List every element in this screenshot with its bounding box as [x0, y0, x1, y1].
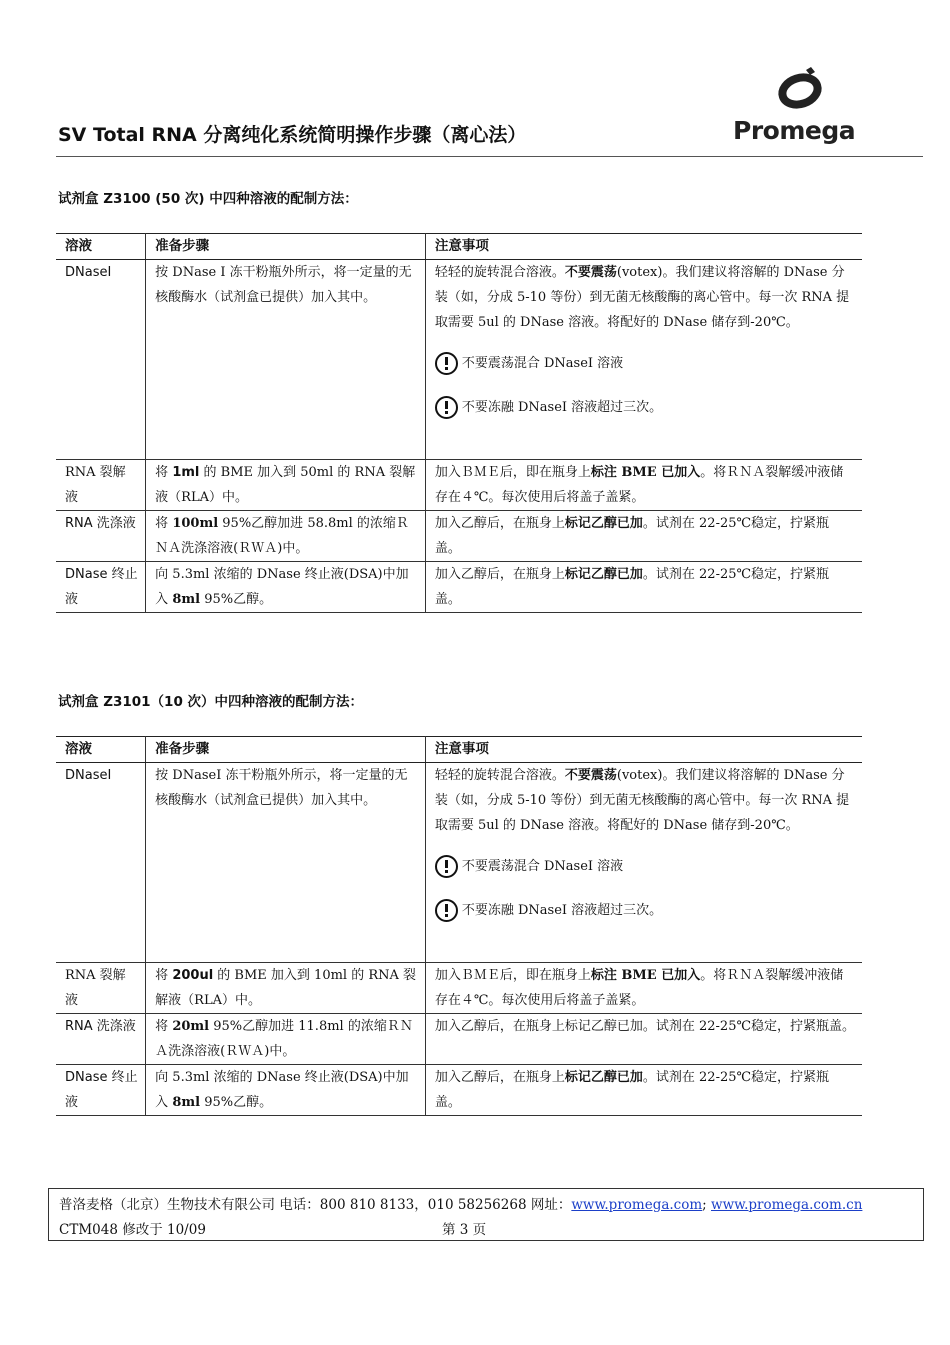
prep-text: 将 [155, 465, 173, 480]
prep-cell [146, 1065, 426, 1116]
prep-amount: 8ml [172, 592, 201, 607]
notes-text: 加入ＢＭＥ后，即在瓶身上 [434, 465, 591, 480]
prep-cell [146, 963, 426, 1014]
reagent-table-z3101 [56, 736, 862, 1116]
notes-text: 。将ＲＮＡ裂解缓冲液储存在４℃。每次使用后将盖子盖紧。 [434, 465, 844, 505]
notes-emphasis: 标记乙醇已加 [564, 516, 643, 531]
footer-link-promega-cn[interactable]: www.promega.com.cn [711, 1197, 863, 1213]
notes-text: 加入ＢＭＥ后，即在瓶身上 [434, 968, 591, 983]
notes-cell [425, 260, 862, 460]
column-header: 溶液 [56, 234, 146, 260]
notes-text: (votex)。我们建议将溶解的 DNase 分装（如，分成 5-10 等份）到无菌无核酸酶的离心管中。每一次 RNA 提取需要 5ul 的 DNase 溶液。将配好的 DNase 储存到-20℃。 [434, 265, 850, 330]
warning-text: 不要冻融 DNaseI 溶液超过三次。 [461, 902, 663, 918]
notes-emphasis: 标记乙醇已加 [564, 1070, 643, 1085]
notes-emphasis: 标注 BME 已加入 [590, 465, 701, 480]
prep-text: 的 BME 加入到 10ml 的 RNA 裂解液（RLA）中。 [155, 968, 417, 1008]
table-row [56, 763, 862, 963]
notes-text: 。试剂在 22-25℃稳定，拧紧瓶盖。 [434, 567, 830, 607]
notes-text: 加入乙醇后，在瓶身上 [434, 516, 565, 531]
notes-text: 。将ＲＮＡ裂解缓冲液储存在４℃。每次使用后将盖子盖紧。 [434, 968, 844, 1008]
table-row [56, 511, 862, 562]
warning-note [435, 844, 855, 888]
footer-contact [59, 1193, 862, 1213]
prep-text: 将 [155, 968, 173, 983]
table-header-row [56, 737, 862, 763]
table-row [56, 1065, 862, 1116]
notes-text: 轻轻的旋转混合溶液。 [434, 265, 565, 280]
footer-link-promega-com[interactable]: www.promega.com [571, 1197, 703, 1213]
warning-icon [435, 352, 458, 375]
notes-text: 轻轻的旋转混合溶液。 [434, 768, 565, 783]
prep-text: 95%乙醇加进 11.8ml 的浓缩ＲＮＡ洗涤溶液(ＲＷＡ)中。 [155, 1019, 413, 1059]
notes-emphasis: 不要震荡 [564, 768, 617, 783]
column-header: 准备步骤 [146, 737, 426, 763]
page-title: SV Total RNA 分离纯化系统简明操作步骤（离心法） [58, 124, 527, 146]
reagent-table-z3100 [56, 233, 862, 613]
prep-text: 将 [155, 516, 173, 531]
promega-logo-icon [776, 66, 826, 110]
notes-cell [425, 1065, 862, 1116]
table-row [56, 963, 862, 1014]
prep-amount: 20ml [172, 1019, 210, 1034]
notes-cell [425, 963, 862, 1014]
notes-text: 。试剂在 22-25℃稳定，拧紧瓶盖。 [434, 1070, 830, 1110]
warning-icon [435, 396, 458, 419]
table-row [56, 260, 862, 460]
section-heading-z3100: 试剂盒 Z3100 (50 次) 中四种溶液的配制方法： [58, 191, 358, 207]
solution-cell: RNA 洗涤液 [56, 511, 146, 562]
prep-text: 向 5.3ml 浓缩的 DNase 终止液(DSA)中加入 [155, 1070, 409, 1110]
notes-text: 加入乙醇后，在瓶身上 [434, 1070, 565, 1085]
solution-cell: DNaseI [56, 260, 146, 460]
promega-logo [728, 66, 878, 154]
solution-cell: RNA 裂解液 [56, 963, 146, 1014]
prep-cell [146, 562, 426, 613]
warning-note [435, 385, 855, 429]
notes-emphasis: 标记乙醇已加 [564, 567, 643, 582]
prep-cell [146, 1014, 426, 1065]
prep-cell [146, 460, 426, 511]
warning-note [435, 888, 855, 932]
prep-amount: 100ml [172, 516, 219, 531]
warning-text: 不要震荡混合 DNaseI 溶液 [461, 858, 624, 874]
column-header: 注意事项 [425, 737, 862, 763]
prep-text: 95%乙醇加进 58.8ml 的浓缩ＲＮＡ洗涤溶液(ＲＷＡ)中。 [155, 516, 409, 556]
footer-company: 普洛麦格（北京）生物技术有限公司 电话：800 810 8133，010 58256268 网址： [59, 1197, 572, 1213]
header-divider [56, 156, 923, 157]
column-header: 注意事项 [425, 234, 862, 260]
warning-icon [435, 855, 458, 878]
prep-amount: 8ml [172, 1095, 201, 1110]
notes-text: (votex)。我们建议将溶解的 DNase 分装（如，分成 5-10 等份）到无菌无核酸酶的离心管中。每一次 RNA 提取需要 5ul 的 DNase 溶液。将配好的 DNase 储存到-20℃。 [434, 768, 850, 833]
logo-text: Promega [733, 116, 856, 145]
prep-cell [146, 511, 426, 562]
solution-cell: DNase 终止液 [56, 1065, 146, 1116]
prep-cell: 按 DNaseI 冻干粉瓶外所示，将一定量的无核酸酶水（试剂盒已提供）加入其中。 [146, 763, 426, 963]
notes-text: 加入乙醇后，在瓶身上标记乙醇已加。试剂在 22-25℃稳定，拧紧瓶盖。 [434, 1019, 856, 1034]
notes-cell [425, 1014, 862, 1065]
solution-cell: DNaseI [56, 763, 146, 963]
notes-text: 加入乙醇后，在瓶身上 [434, 567, 565, 582]
table-row [56, 460, 862, 511]
footer-page-number: 第 3 页 [442, 1222, 487, 1238]
notes-cell [425, 511, 862, 562]
prep-amount: 200ul [172, 968, 214, 983]
prep-text: 将 [155, 1019, 173, 1034]
solution-cell: RNA 洗涤液 [56, 1014, 146, 1065]
prep-text: 95%乙醇。 [200, 592, 273, 607]
warning-note [435, 341, 855, 385]
page-footer [48, 1188, 924, 1241]
notes-cell [425, 763, 862, 963]
column-header: 准备步骤 [146, 234, 426, 260]
notes-cell [425, 562, 862, 613]
section-heading-z3101: 试剂盒 Z3101（10 次）中四种溶液的配制方法： [58, 694, 364, 710]
column-header: 溶液 [56, 737, 146, 763]
notes-emphasis: 标注 BME 已加入 [590, 968, 701, 983]
prep-text: 95%乙醇。 [200, 1095, 273, 1110]
table-row [56, 562, 862, 613]
table-header-row [56, 234, 862, 260]
prep-cell: 按 DNase I 冻干粉瓶外所示，将一定量的无核酸酶水（试剂盒已提供）加入其中。 [146, 260, 426, 460]
table-row [56, 1014, 862, 1065]
notes-emphasis: 不要震荡 [564, 265, 617, 280]
prep-text: 的 BME 加入到 50ml 的 RNA 裂解液（RLA）中。 [155, 465, 416, 505]
warning-text: 不要震荡混合 DNaseI 溶液 [461, 355, 624, 371]
solution-cell: DNase 终止液 [56, 562, 146, 613]
footer-separator: ; [702, 1197, 712, 1213]
warning-icon [435, 899, 458, 922]
notes-text: 。试剂在 22-25℃稳定，拧紧瓶盖。 [434, 516, 830, 556]
solution-cell: RNA 裂解液 [56, 460, 146, 511]
footer-doc-id: CTM048 修改于 10/09 [59, 1222, 206, 1238]
prep-amount: 1ml [172, 465, 200, 480]
prep-text: 向 5.3ml 浓缩的 DNase 终止液(DSA)中加入 [155, 567, 409, 607]
warning-text: 不要冻融 DNaseI 溶液超过三次。 [461, 399, 663, 415]
notes-cell [425, 460, 862, 511]
